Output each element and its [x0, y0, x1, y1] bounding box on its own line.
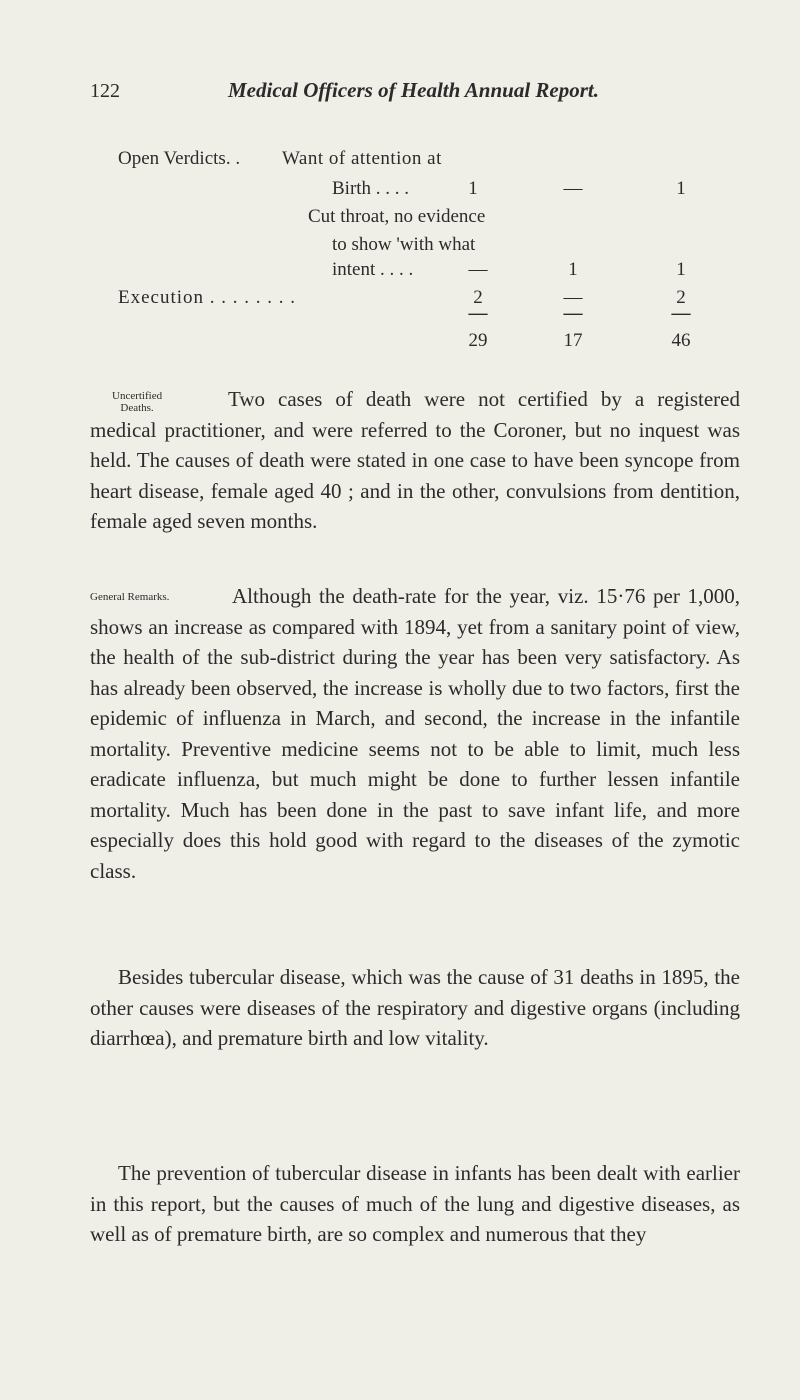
paragraph-prevention: The prevention of tubercular disease in infants has been dealt with earlier in this report, but the causes of much of the lung and digestive diseases, as well as of premature birth, are so complex and numerous that they [90, 1161, 740, 1246]
row1-value-3: 1 [676, 178, 686, 199]
total-value-1: 29 [468, 330, 488, 351]
page-number: 122 [90, 80, 120, 102]
row2-value-1: — [468, 259, 488, 280]
margin-note-general-remarks: General Remarks. [90, 591, 170, 603]
paragraph-general-remarks: Although the death-rate for the year, viz. 15·76 per 1,000, shows an increase as compared with 1894, yet from a sanitary point of view, the health of the sub-district during the year has been very satisfactory. As has already been observed, the increase is wholly due to two factors, first the epidemic of influenza in March, and second, the increase in the infantile mortality. Preventive medicine seems not to be able to limit, much less eradicate influenza, but much might be done to further lessen infantile mortality. Much has been done in the past to save infant life, and more especially does this hold good with regard to the diseases of the zymotic class. [90, 584, 740, 883]
row2-value-3: 1 [676, 259, 686, 280]
category-execution: Execution . . . . . . . . [118, 287, 297, 308]
running-title: Medical Officers of Health Annual Report. [228, 78, 600, 102]
row2-value-2: 1 [568, 259, 578, 280]
row3-value-2: — [563, 287, 583, 308]
total-rule-1: — [468, 303, 488, 324]
margin-note-uncertified-line1: Uncertified [112, 390, 163, 402]
row1-line2: Birth . . . . [332, 178, 410, 199]
paragraph-uncertified: Two cases of death were not certified by a registered medical practitioner, and were referred to the Coroner, but no inquest was held. The causes of death were stated in one case to have been syncope from heart disease, female aged 40 ; and in the other, convulsions from dentition, female aged seven months. [90, 387, 740, 533]
total-rule-3: — [671, 303, 691, 324]
margin-note-uncertified-line2: Deaths. [120, 402, 154, 414]
row3-value-1: 2 [473, 287, 483, 308]
total-value-3: 46 [671, 330, 691, 351]
total-rule-2: — [563, 303, 583, 324]
row1-value-1: 1 [468, 178, 478, 199]
row2-line3: intent . . . . [332, 259, 414, 280]
row1-value-2: — [563, 178, 583, 199]
paragraph-tubercular: Besides tubercular disease, which was the cause of 31 deaths in 1895, the other causes were diseases of the respiratory and digestive organs (including diarrhœa), and premature birth and low vitality. [90, 965, 740, 1050]
row1-line1: Want of attention at [282, 148, 442, 169]
total-value-2: 17 [563, 330, 583, 351]
category-open-verdicts: Open Verdicts. . [118, 148, 241, 169]
row3-value-3: 2 [676, 287, 686, 308]
row2-line1: Cut throat, no evidence [308, 206, 486, 227]
row2-line2: to show 'with what [332, 234, 476, 255]
